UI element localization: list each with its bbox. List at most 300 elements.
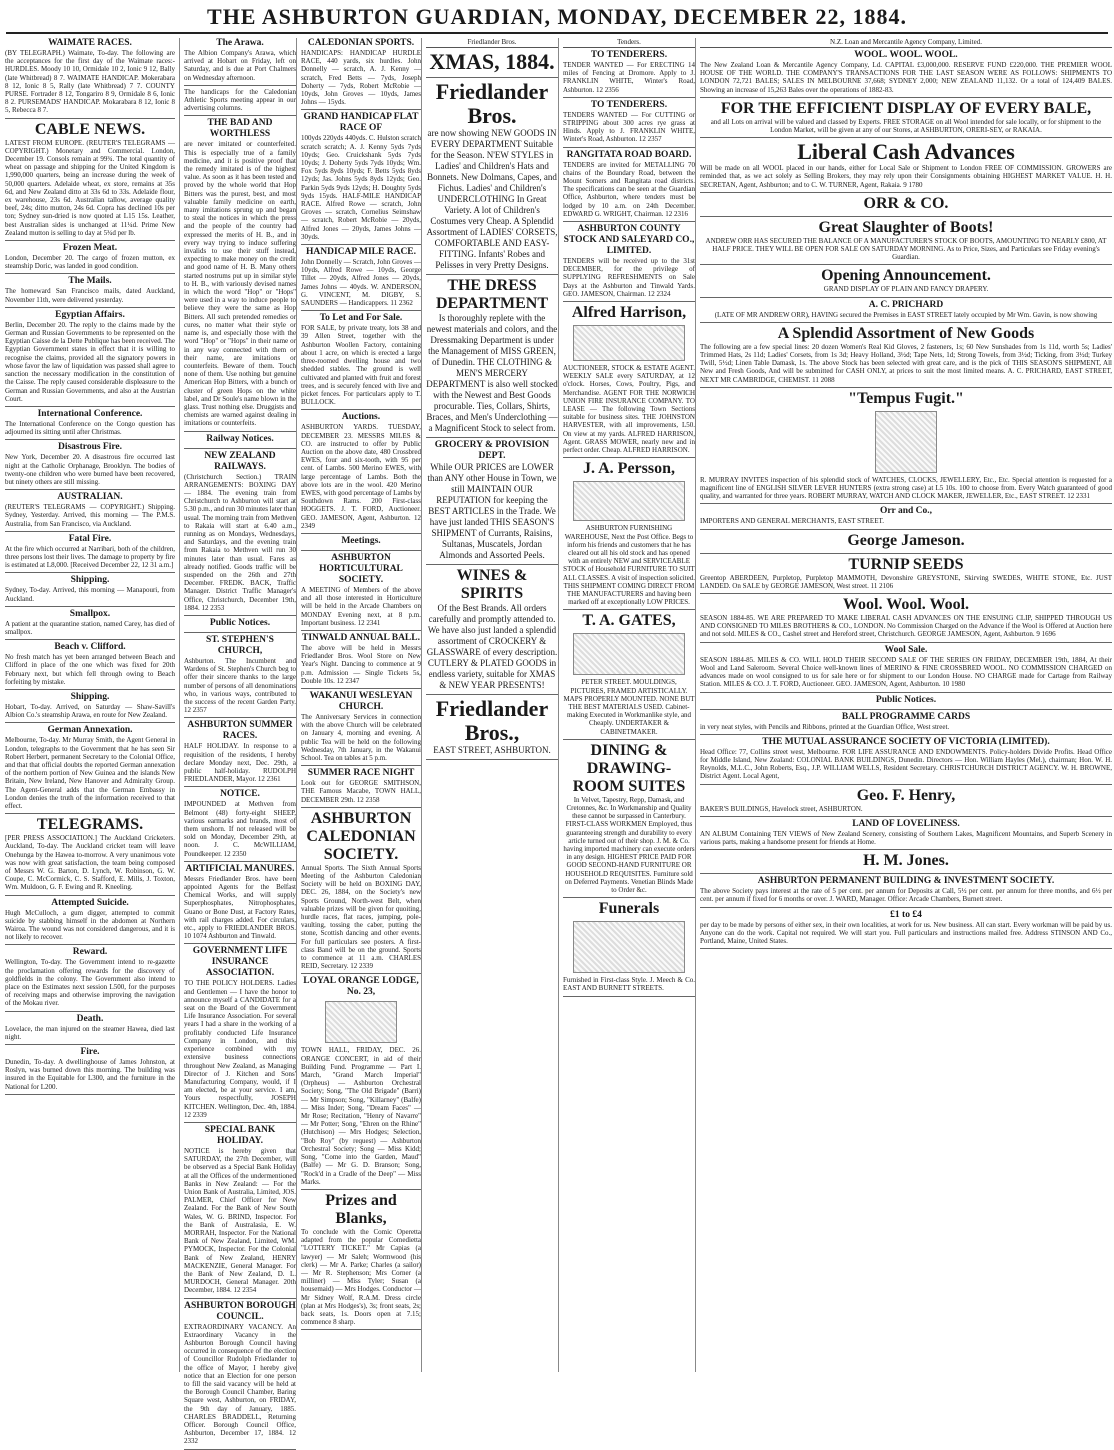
- article-title: XMAS, 1884.: [429, 49, 555, 74]
- article-col2-0: [184, 38, 296, 82]
- article-title: Frozen Meat.: [62, 243, 118, 254]
- column-running-head: Friedlander Bros.: [426, 38, 558, 48]
- article-divider: [563, 147, 695, 148]
- article-col3-2: [301, 247, 421, 307]
- article-col6-1: [700, 50, 1112, 94]
- article-divider: [301, 1329, 421, 1330]
- article-col4-3: [426, 277, 558, 434]
- article-body: Annual Sports. The Sixth Annual Sports Meeting of the Ashburton Caledonian Society will be held on BOXING DAY, DEC. 26, 1884, on the Society's new Sports Ground, North-west Belt, when valuable prizes will be given for quoiting, hurdle races, flat races, jumping, pole-vaulting, tossing the caber, putting the stone, Scottish dancing and other events. For full particulars see posters. A first-class Band will be on the ground. Sports to commence at 11 a.m. CHARLES REID, Secretary. 12 2339: [301, 863, 421, 971]
- article-col3-7: [301, 633, 421, 685]
- article-body: In Velvet, Tapestry, Repp, Damask, and Cretonnes, &c. In Workmanship and Quality these cannot be surpassed in Canterbury. FIRST-CLASS WORKMEN Employed, thus guaranteeing strength and durability to every article turned out of their shop. J. M. & Co. having imported machinery can execute orders in any design. HIGHEST PRICE PAID FOR GOOD SECOND-HAND FURNITURE OR HOUSEHOLD REQUISITES. Furniture sold on Deferred Payments. Venetian Blinds Made to Order &c.: [563, 795, 695, 894]
- article-divider: [563, 221, 695, 222]
- article-body: AUCTIONEER, STOCK & ESTATE AGENT. WEEKLY SALE every SATURDAY, at 12 o'clock. Horses, Cows, Poultry, Pigs, and Merchandise. AGENT FOR THE NORWICH UNION FIRE INSURANCE COMPANY. TO LEASE — The following Town Sections suitable for business sites. THE JOHNSTON HARVESTER, with all improvements, L50. On view at my yards. ALFRED HARRISON, Agent. GRASS MOWER, nearly new and in perfect order. Cheap. ALFRED HARRISON.: [563, 364, 695, 455]
- article-body: per day to be made by persons of either sex, in their own localities, at work for us. New business. All can start. Every workman will be paid by us. Anyone can do the work. Capital not required. We will start you. Full particulars and instructions mailed free. Address STINSON AND Co., Portland, Maine, United States.: [700, 920, 1112, 945]
- article-col4-6: [426, 697, 558, 756]
- article-col1-4: [5, 310, 175, 403]
- article-body: SEASON 1884-85. WE ARE PREPARED TO MAKE LIBERAL CASH ADVANCES ON THE ENSUING CLIP, SHIPPED THROUGH US AND CONSIGNED TO MILES BROTHERS & CO., LONDON. No Commission Charged on the Advance if the Wool is Offered at Auction here and not sold. MILES & CO., Cashel street and Hereford street, Christchurch. GEORGE JAMESON, Agent, Ashburton. 9 1696: [700, 614, 1112, 639]
- article-title: T. A. GATES,: [582, 612, 676, 630]
- article-divider: [700, 692, 1112, 693]
- article-title: The Arawa.: [216, 38, 264, 48]
- article-body: Hobart, To-day. Arrived, on Saturday — Shaw-Savill's Albion Co.'s steamship Arawa, en route for New Zealand.: [5, 702, 175, 720]
- article-body: Berlin, December 20. The reply to the claims made by the German and Russian Governments to be represented on the Egyptian Caisse de la Dette Publique has been received. The Egyptian Government states in effect that it is willing to recognise the claims, provided all the signatory powers in whose favor the law of liquidation was passed shall agree to sanction the necessary modification in the constitution of the Caisse. The reply caused considerable displeasure to the German and Russian Governments, and also at the Austrian Court.: [5, 320, 175, 403]
- article-body: are now showing NEW GOODS IN EVERY DEPARTMENT Suitable for the Season. N'EW STYLES in Ladies' and Children's Hats and Bonnets. New Dolmans, Capes, and Fichus. Ladies' and Children's UNDERCLOTHING In Great Variety. A lot of Children's Costumes very Cheap. A Splendid Assortment of LADIES' CORSETS, COMFORTABLE AND EASY-FITTING. Infants' Robes and Pelisses in very Pretty Designs.: [426, 128, 558, 270]
- article-divider: [5, 531, 175, 532]
- article-divider: [5, 944, 175, 945]
- article-col6-3: [700, 140, 1112, 189]
- article-col1-18: [5, 1047, 175, 1091]
- article-divider: [563, 897, 695, 898]
- article-divider: [5, 813, 175, 814]
- article-body: Ashburton. The Incumbent and Wardens of St. Stephen's Church beg to offer their sincere thanks to the large number of persons of all denominations who, in various ways, contributed to the success of the recent Garden Party. 12 2357: [184, 656, 296, 715]
- article-title: International Conference.: [37, 408, 143, 419]
- article-divider: [700, 642, 1112, 643]
- cabinet-illustration: [573, 633, 685, 675]
- article-title: Auctions.: [341, 412, 381, 423]
- article-title: German Annexation.: [47, 725, 133, 736]
- article-divider: [563, 97, 695, 98]
- article-title: Wool. Wool. Wool.: [842, 596, 970, 614]
- article-col6-6: [700, 267, 1112, 293]
- newspaper-masthead: THE ASHBURTON GUARDIAN, MONDAY, DECEMBER 22, 1884.: [207, 4, 907, 29]
- article-title: ORR & CO.: [863, 194, 949, 212]
- column-1: [5, 38, 175, 1372]
- article-divider: [700, 816, 1112, 817]
- article-divider: [700, 948, 1112, 949]
- article-divider: [5, 895, 175, 896]
- article-col3-9: [301, 768, 421, 804]
- article-body: The International Conference on the Congo question has adjourned its sitting until after Christmas.: [5, 419, 175, 437]
- column-running-head: Tenders.: [563, 38, 695, 48]
- article-col2-11: [184, 1125, 296, 1295]
- article-body: Hugh McCulloch, a gum digger, attempted to commit suicide by stabbing himself in the abdomen at Northern Wairoa. The wound was not considered dangerous, and it is not likely to recover.: [5, 908, 175, 942]
- article-divider: [301, 310, 421, 311]
- article-divider: [700, 387, 1112, 388]
- article-col1-15: [5, 898, 175, 942]
- article-divider: [301, 807, 421, 808]
- article-title: LAND OF LOVELINESS.: [852, 818, 960, 829]
- article-col3-10: [301, 810, 421, 971]
- article-title: Prizes and Blanks,: [325, 1191, 397, 1227]
- article-title: WINES & SPIRITS: [456, 567, 528, 602]
- article-title: Friedlander Bros.: [435, 79, 549, 128]
- article-body: R. MURRAY INVITES inspection of his splendid stock of WATCHES, CLOCKS, JEWELLERY, Etc., Etc. Special attention is requested for a magnificent line of ENGLISH SILVER LEVER HUNTERS (extra strong case) at L5 10s. 100 to choose from. Every Watch guaranteed of good quality, and warranted for three years. ROBERT MURRAY, WATCH AND CLOCK MAKER, JEWELLER, Etc., EAST STREET. 12 2331: [700, 475, 1112, 501]
- article-col6-18: [700, 787, 1112, 813]
- article-title: Orr and Co.,: [879, 506, 933, 517]
- furniture-illustration: [573, 481, 685, 521]
- article-divider: [426, 564, 558, 565]
- article-divider: [563, 457, 695, 458]
- article-divider: [301, 550, 421, 551]
- article-body: The handicaps for the Caledonian Athletic Sports meeting appear in our advertising columns.: [184, 87, 296, 113]
- article-title: Disastrous Fire.: [57, 442, 123, 453]
- article-col6-21: [700, 876, 1112, 903]
- article-title: To Let and For Sale.: [319, 313, 403, 324]
- article-col1-0: [5, 38, 175, 115]
- article-col6-14: [700, 645, 1112, 689]
- article-divider: [563, 609, 695, 610]
- article-body: NOTICE is hereby given that SATURDAY, the 27th December, will be observed as a Special Bank Holiday at all the Offices of the undermentioned Banks in New Zealand: — For the Union Bank of Australia, Limited, JOS. PALMER, Chief Officer for New Zealand. For the Bank of New South Wales, W. G. BRIND, Inspector. For the Bank of Australasia, E. W. MORRAH, Inspector. For the National Bank of New Zealand, Limited, WM. PYMOCK, Inspector. For the Colonial Bank of New Zealand, HENRY MACKENZIE, General Manager. For the Bank of New Zealand, D. L. MURDOCH, General Manager. 20th December, 1884. 12 2354: [184, 1146, 296, 1295]
- article-title: TELEGRAMS.: [36, 816, 144, 834]
- star-lodge-emblem-illustration: [325, 1001, 397, 1043]
- article-body: Head Office: 77, Collins street west, Melbourne. FOR LIFE ASSURANCE AND ENDOWMENTS. Policy-holders Divide Profits. Head Office for Middle Island, New Zealand: COLONIAL BANK BUILDINGS, Dunedin. Directors — Hon. William Hayles (Mel.), chairman; Hon. W. H. Reynolds, M.L.C., John Roberts, Esq., J.P. WILLIAM WELLS, Resident Secretary. CHRISTCHURCH DISTRICT AGENCY. W. H. BROWNE, District Agent. Local Agent,: [700, 747, 1112, 781]
- article-title: ASHBURTON PERMANENT BUILDING & INVESTMENT SOCIETY.: [757, 876, 1055, 887]
- article-title: WAIMATE RACES.: [48, 38, 132, 48]
- article-title: Public Notices.: [209, 617, 271, 628]
- article-col1-3: [5, 276, 175, 303]
- article-divider: [426, 694, 558, 695]
- article-col2-1: [184, 88, 296, 113]
- article-body: ASHBURTON YARDS. TUESDAY, DECEMBER 23. MESSRS MILES & CO. are instructed to offer by Public Auction on the above date, 480 Crossbred EWES, four and six-tooth, with 95 per cent. of Lambs. 500 Merino EWES, with large percentage of Lambs. Both the above lots are in the wool. 420 Merino EWES, with good percentage of Lambs by Southdown Rams. 200 First-class HOGGETS. J. T. FORD, Auctioneer. GEO. JAMESON, Agent, Ashburton. 12 2349: [301, 423, 421, 530]
- article-body: London, December 20. The cargo of frozen mutton, ex steamship Doric, was landed in good condition.: [5, 254, 175, 271]
- article-title: NEW ZEALAND RAILWAYS.: [204, 450, 276, 472]
- article-body: Is thoroughly replete with the newest materials and colors, and the Dressmaking Department is under the Management of MISS GREEN, of Dunedin. THE CLOTHING & MEN'S MERCERY DEPARTMENT is also well stocked with the Newest and Best Goods procurable. Ties, Collars, Shirts, Braces, and Men's Underclothing — a Magnificent Stock to select from.: [426, 313, 558, 433]
- article-body: TENDER WANTED — For ERECTING 14 miles of Fencing at Dromore. Apply to J. FRANKLIN WHITE, Winter's Road, Ashburton. 12 2356: [563, 61, 695, 94]
- article-body: While OUR PRICES are LOWER than ANY other House in Town, we still MAINTAIN OUR REPUTATION for keeping the BEST ARTICLES in the Trade. We have just landed THIS SEASON'S SHIPMENT of Currants, Raisins, Sultanas, Muscatels, Jordan Almonds and Assorted Peels.: [427, 462, 557, 560]
- article-body: At the fire which occurred at Narribari, both of the children, three persons lost their lives. The damage to property by fire is estimated at L8,000. [Received December 22, 12 31 a.m.]: [5, 544, 175, 570]
- column-6: [695, 38, 1112, 1372]
- article-title: Smallpox.: [69, 608, 111, 619]
- article-divider: [184, 861, 296, 862]
- article-title: AUSTRALIAN.: [57, 492, 123, 503]
- article-divider: [700, 264, 1112, 265]
- article-divider: [5, 307, 175, 308]
- article-divider: [301, 533, 421, 534]
- article-title: SUMMER RACE NIGHT: [307, 768, 415, 779]
- article-body: TENDERS will be received up to the 31st DECEMBER, for the privilege of SUPPLYING REFRESHMENTS on Sale Days at the Ashburton and Tinwald Yards. GEO. JAMESON, Chairman. 12 2324: [563, 257, 695, 298]
- article-col1-7: [5, 492, 175, 528]
- article-divider: [184, 1449, 296, 1450]
- article-body: GRAND DISPLAY OF PLAIN AND FANCY DRAPERY.: [823, 285, 989, 294]
- article-title: Funerals: [598, 900, 660, 918]
- article-divider: [301, 765, 421, 766]
- article-col2-10: [184, 946, 296, 1118]
- article-col2-12: [184, 1301, 296, 1446]
- article-title: CABLE NEWS.: [34, 120, 146, 138]
- article-col1-9: [5, 575, 175, 602]
- article-title: Railway Notices.: [206, 433, 274, 444]
- article-title: Friedlander Bros.,: [435, 696, 549, 745]
- article-title: BALL PROGRAMME CARDS: [841, 711, 971, 722]
- article-body: Melbourne, To-day. Mr Murray Smith, the Agent General in London, telegraphs to the Government that he has seen Sir Robert Herbert, permanent Secretary to the Colonial Office, and that that official doubts the reported German annexation of the northern portion of New Guinea and the islands New Britain, New Ireland, New Hanover and Admiralty Group. The Agent-General adds that the German Embassy in London denies the truth of the information received to that effect.: [5, 736, 175, 810]
- article-divider: [5, 606, 175, 607]
- article-col6-10: [700, 506, 1112, 525]
- article-body: HALF HOLIDAY. In response to a requisition of the residents, I hereby declare Monday next, Dec. 29th, a public half-holiday. RUDOLPH FRIEDLANDER, Mayor. 12 2361: [184, 742, 296, 784]
- article-title: Wool Sale.: [884, 644, 928, 655]
- article-divider: [700, 297, 1112, 298]
- article-divider: [184, 431, 296, 432]
- article-title: The Mails.: [68, 276, 112, 287]
- article-divider: [301, 109, 421, 110]
- article-col3-11: [301, 976, 421, 1185]
- article-divider: [301, 688, 421, 689]
- article-body: Furnished in First-class Style. J. Meech & Co. EAST AND BURNETT STREETS.: [563, 976, 695, 993]
- article-divider: [5, 273, 175, 274]
- article-col1-6: [5, 442, 175, 486]
- article-title: A Splendid Assortment of New Goods: [777, 324, 1035, 342]
- article-col4-5: [426, 567, 558, 691]
- article-title: GOVERNMENT LIFE INSURANCE ASSOCIATION.: [192, 946, 288, 979]
- article-divider: [700, 734, 1112, 735]
- article-body: Of the Best Brands. All orders carefully and promptly attended to. We have also just landed a splendid assortment of CROCKERY & GLASSWARE of every description. CUTLERY & PLATED GOODS in endless variety, suitable for XMAS & NEW YEAR PRESENTS!: [426, 603, 558, 690]
- article-body: LATEST FROM EUROPE. (REUTER'S TELEGRAMS — COPYRIGHT.) Monetary and Commercial. London, December 19. Consols remain at 99¾. The total quantity of wheat on passage and shipping for the United Kingdom is 1,990,000 quarters, being an increase during the week of 50,000 quarters. Adelaide wheat, ex store, remains at 35s 6d, and New Zealand ditto at 33s 6d to 33s. Adelaide flour, ex warehouse, 23s 6d. Australian tallow, average quality beef, 24s; ditto mutton, 24s 6d. Copra has declined 10s per ton; Sydney sun-dried is now quoted at L15 15s. Leather, best Australian sides is unchanged at 11¼d. Prime New Zealand mutton is selling to day at 5¾d per lb.: [5, 138, 175, 237]
- article-title: Alfred Harrison,: [571, 304, 687, 322]
- article-title: ST. STEPHEN'S CHURCH,: [206, 634, 274, 656]
- article-title: LOYAL ORANGE LODGE, No. 23,: [303, 976, 419, 998]
- article-title: Reward.: [72, 947, 108, 958]
- article-divider: [5, 439, 175, 440]
- article-col5-2: [563, 100, 695, 144]
- article-body: TO THE POLICY HOLDERS. Ladies and Gentlemen — I have the honor to announce myself a CANDIDATE for a seat on the Board of the Government Life Insurance Association. For several years I had a share in the working of a profitably conducted Life Insurance Company in London, and this experience combined with my extensive business connections throughout New Zealand, as Managing Director of J. Kitchen and Sons' Manufacturing Company, would, if I am elected, be at your service. I am, Yours respectfully, JOSEPH KITCHEN. Wellington, Dec. 4th, 1884. 12 2339: [184, 979, 296, 1119]
- article-title: DINING & DRAWING-ROOM SUITES: [572, 741, 686, 795]
- article-title: WOOL. WOOL. WOOL.: [854, 50, 958, 60]
- article-col6-15: [700, 695, 1112, 706]
- article-title: Attempted Suicide.: [51, 897, 129, 908]
- article-title: CALEDONIAN SPORTS.: [307, 38, 415, 48]
- article-body: The New Zealand Loan & Mercantile Agency Company, Ld. CAPITAL £3,000,000. RESERVE FUND £220,000. THE PREMIER WOOL HOUSE OF THE WORLD. THE COMPANY'S TRANSACTIONS FOR THE LAST SEASON WERE AS FOLLOWS: SHIPMENTS TO LONDON 72,721 BALES; SALES IN MELBOURNE 37,668; SYDNEY 2,000; NEW ZEALAND 11,132. Or a total of 124,409 BALES. Showing an increase of 15,263 Bales over the operations of 1882-83.: [700, 61, 1112, 94]
- masthead-rule: [6, 32, 1108, 34]
- article-body: Messrs Friedlander Bros. have been appointed Agents for the Belfast Chemical Works, and will supply Superphosphates, Nitrophosphates, Guano or Bone Dust, at Factory Rates, with rail charges added. For circulars, etc., apply to FRIEDLANDER BROS. 10 1074 Ashburton and Tinwald.: [184, 874, 296, 941]
- article-col2-2: [184, 118, 296, 427]
- article-title: HANDICAP MILE RACE.: [305, 247, 417, 258]
- article-body: (REUTER'S TELEGRAMS — COPYRIGHT.) Shipping. Sydney, Yesterday. Arrived, this morning — The P.M.S. Australia, from San Francisco, via Auckland.: [5, 503, 175, 528]
- article-col1-8: [5, 534, 175, 570]
- article-divider: [426, 759, 558, 760]
- article-title: Fire.: [80, 1047, 100, 1058]
- article-body: EAST STREET, ASHBURTON.: [433, 745, 551, 755]
- article-title: TO TENDERERS.: [590, 99, 668, 110]
- article-divider: [426, 274, 558, 275]
- article-body: Lovelace, the man injured on the steamer Hawea, died last night.: [5, 1024, 175, 1041]
- article-body: Greentop ABERDEEN, Purpletop, Purpletop MAMMOTH, Devonshire GREYSTONE, Skirving SWEDES, WHITE STONE, Etc. JUST LANDED. On SALE by GEORGE JAMESON, West street. 11 2106: [700, 573, 1112, 590]
- article-body: in very neat styles, with Pencils and Ribbons, printed at the Guardian Office, West street.: [700, 722, 950, 731]
- article-col5-8: [563, 742, 695, 894]
- article-title: Public Notices.: [875, 694, 937, 705]
- article-col6-12: [700, 556, 1112, 590]
- column-5: [558, 38, 695, 1372]
- article-col6-5: [700, 219, 1112, 262]
- article-body: The following are a few special lines: 20 dozen Women's Real Kid Gloves, 2 fasteners, 1s; 60 New Sunshades from 1s 11d, worth 5s; Ladies' Trimmed Hats, 2s 11d; Ladies' Corsets, from 1s 3d; Heavy Holland, 3½d; Tape Nets, 1d; Strong Towels, from 3½d; Ticking, from 3½d; Turkey Twill, 5½d; Linen Table Damask, 1s. The above Stock has been selected with great care, and is the pick of THIS SEASON'S SHIPMENT, All New and Fresh Goods, And will be submitted for CASH ONLY, at prices to suit the most limited means. A. C. PRICHARD, EAST STREET, NEXT MR CAMBRIDGE, CHEMIST. 11 2088: [700, 342, 1112, 384]
- article-divider: [563, 996, 695, 997]
- article-body: 100yds 220yds 440yds. C. Hulston scratch scratch scratch; A. J. Kenny 5yds 7yds 10yds; Geo. Cruickshank 5yds 7yds 10yds; J. Doherty 5yds 7yds 10yds; Wm. Fox 5yds 8yds 10yds; F. Betts 5yds 8yds 12yds; Jas. Johns 5yds 8yds 12yds; Geo. Parkin 5yds 9yds 12yds; H. Doughty 5yds 9yds 15yds. HALF-MILE HANDICAP RACE. Alfred Rowe — scratch, John Groves — scratch, Cornelius Seimshaw — scratch, Robert McRobie — 20yds, Alfred Jones — 20yds, James Johns — 30yds.: [301, 134, 421, 241]
- article-divider: [5, 118, 175, 119]
- article-body: (LATE OF MR ANDREW ORR), HAVING secured the Premises in EAST STREET lately occupied by Mr Wm. Gavin, is now showing: [714, 310, 1098, 319]
- article-divider: [700, 503, 1112, 504]
- article-body: SEASON 1884-85. MILES & CO. WILL HOLD THEIR SECOND SALE OF THE SERIES ON FRIDAY, DECEMBER 19th, 1884, At their Wool and Land Saleroom. Several Choice well-known lines of MERINO & FINE CROSSBRED WOOL. NO COMMISSION CHARGED on advances made on wool consigned to us for sale here or for shipment to our London House. NO CHARGE made for Cartage from Railway Station. MILES & CO. J. T. FORD, Auctioneer. GEO. JAMESON, Agent, Ashburton. 10 1980: [700, 655, 1112, 689]
- article-col6-19: [700, 819, 1112, 846]
- article-divider: [426, 437, 558, 438]
- article-divider: [5, 489, 175, 490]
- article-divider: [700, 216, 1112, 217]
- article-divider: [5, 689, 175, 690]
- article-body: HANDICAPS: HANDICAP HURDLE RACE, 440 yards, six hurdles. John Donnelly — scratch, A. J. Kenny — scratch, Fred Betts — 7yds, Joseph Doherty — 7yds, Robert McRobie — 10yds, John Groves — 10yds, James Johns — 15yds.: [301, 49, 421, 107]
- article-col6-8: [700, 325, 1112, 384]
- article-title: A. C. PRICHARD: [868, 299, 944, 310]
- article-title: Death.: [76, 1013, 104, 1024]
- article-body: Dunedin, To-day. A dwellinghouse of James Johnston, at Roslyn, was burned down this morning. The building was insured in the Equitable for L300, and the furniture in the National for L200.: [5, 1058, 175, 1091]
- article-body: IMPOUNDED at Methven from Belmont (48) forty-eight SHEEP, various earmarks and brands, most of them unshorn. If not released will be sold on Monday, December 29th, at noon. J. C. McWILLIAM, Poundkeeper. 12 2350: [184, 800, 296, 858]
- article-divider: [301, 630, 421, 631]
- article-title: ASHBURTON HORTICULTURAL SOCIETY.: [319, 552, 403, 585]
- article-body: and all Lots on arrival will be valued and classed by Experts. FREE STORAGE on all Wool intended for sale locally, or for shipment to the London Market, will be given at any of our Stores, at ASHBURTON, ORERI-SEY, or RAKAIA.: [710, 117, 1102, 135]
- article-divider: [700, 137, 1112, 138]
- article-divider: [700, 529, 1112, 530]
- article-col2-4: [184, 451, 296, 612]
- article-body: AN ALBUM Containing TEN VIEWS of New Zealand Scenery, consisting of Southern Lakes, Magnificent Mountains, and Superb Scenery in various parts, making a handsome present for friends at Home.: [700, 829, 1112, 846]
- pocket-watch-illustration: [875, 411, 937, 473]
- article-title: THE BAD AND WORTHLESS: [207, 118, 273, 140]
- article-body: To conclude with the Comic Operetta adapted from the popular Comedietta "LOTTERY TICKET." Mr Capias (a lawyer) — Mr Saleh; Wormwood (his clerk) — Mr A. Parke; Charles (a sailor) — Mr R. Stephenson; Mrs Corner (a milliner) — Miss Tyler; Susan (a housemaid) — Mrs Hodges. Conductor — Mr Sidney Wolf, R.A.M. Dress circle (plan at Mrs Hodges's), 3s; front seats, 2s; back seats, 1s. Doors open at 7.15; commence 8 sharp.: [301, 1227, 421, 1327]
- article-title: NOTICE.: [220, 789, 260, 800]
- article-col3-6: [301, 553, 421, 627]
- article-col3-5: [301, 536, 421, 547]
- article-col3-8: [301, 691, 421, 762]
- article-divider: [184, 717, 296, 718]
- article-title: GRAND HANDICAP FLAT RACE OF: [303, 112, 419, 134]
- article-divider: [700, 553, 1112, 554]
- article-title: ARTIFICIAL MANURES.: [185, 863, 295, 874]
- article-body: No fresh match has yet been arranged between Beach and Clifford in place of the one which was fixed for 20th February next, but which fell through owing to Beach forfeiting by mistake.: [5, 653, 175, 686]
- article-col5-4: [563, 224, 695, 298]
- article-col1-14: [5, 816, 175, 891]
- article-divider: [5, 406, 175, 407]
- article-title: J. A. Persson,: [583, 460, 675, 478]
- article-col6-13: [700, 596, 1112, 639]
- article-body: The Anniversary Services in connection with the above Church will be celebrated on January 4, morning and evening. A public Tea will be held on the following Wednesday, 7th January, in the Wakanui School. Tea on tables at 5 p.m.: [301, 712, 421, 762]
- article-title: ASHBURTON BOROUGH COUNCIL.: [184, 1300, 296, 1322]
- article-body: are never imitated or counterfeited. This is especially true of a family medicine, and it is positive proof that the remedy imitated is of the highest value. As soon as it has been tested and proved by the whole world that Hop Bitters was the purest, best, and most valuable family medicine on earth, many imitations sprung up and began to steal the notices in which the press and the people of the country had expressed the merits of H. B., and in every way trying to induce suffering invalids to use their stuff instead, expecting to make money on the credit and good name of H. B. Many others started nostrums put up in similar style to H. B., with variously devised names in which the word "Hop" or "Hops" were used in a way to induce people to believe they were the same as Hop Bitters. All such pretended remedies or cures, no matter what their style or name is, and especially those with the word "Hop" or "Hops" in their name or in any way connected with them or their name, are imitations or counterfeits. Beware of them. Touch none of them. Use nothing but genuine American Hop Bitters, with a bunch or cluster of green Hops on the white label, and Dr Soule's name blown in the glass. Trust nothing else. Druggists and chemists are warned against dealing in imitations or counterfeits.: [184, 140, 296, 428]
- article-title: RANGITATA ROAD BOARD.: [566, 149, 692, 160]
- article-title: "Tempus Fugit.": [848, 389, 964, 407]
- article-col1-5: [5, 409, 175, 436]
- article-col2-5: [184, 618, 296, 629]
- article-title: Great Slaughter of Boots!: [818, 218, 994, 236]
- article-title: Opening Announcement.: [821, 267, 991, 285]
- article-body: Will be made on all WOOL placed in our hands, either for Local Sale or Shipment to London FREE OF COMMISSION. GROWERS are reminded that, as we act solely as Selling Brokers, they may rely upon their Consignments obtaining HIGHEST MARKET VALUE. H. H. SECRETAN, Agent, Ashburton; and to C. W. TURNER, Agent, Rakaia. 9 1780: [700, 164, 1112, 189]
- article-divider: [700, 322, 1112, 323]
- article-title: GROCERY & PROVISION DEPT.: [434, 440, 550, 461]
- article-title: Meetings.: [341, 535, 381, 546]
- article-col4-2: [426, 80, 558, 271]
- article-title: Egyptian Affairs.: [55, 309, 125, 320]
- article-col1-12: [5, 692, 175, 719]
- article-body: Wellington, To-day. The Government intend to re-gazette the proclamation offering rewards for the discovery of goldfields in the colony. The Government also intend to place on the Estimates next session L500, for the purposes of receiving maps and otherwise improving the navigation of the Mokau river.: [5, 958, 175, 1008]
- article-divider: [184, 632, 296, 633]
- funeral-hearse-illustration: [573, 921, 685, 973]
- article-col5-5: [563, 304, 695, 454]
- article-body: TOWN HALL, FRIDAY, DEC. 26. ORANGE CONCERT, in aid of their Building Fund. Programme — Part I. March, "Grand March Imperial" (Orpheus) — Ashburton Orchestral Society; Song, "The Old Brigade" (Barri) — Mr Simpson; Song, "Killarney" (Balfe) — Miss Inder; Song, "Dream Faces" — Mr Rose; Recitation, "Henry of Navarre" — Mr Potter; Song, "Ehren on the Rhine" (Hutchison) — Mrs Hodges; Selection, "Bob Roy" (by request) — Ashburton Orchestral Society; Song — Miss Kidd; Song, "Come into the Garden, Maud" (Balfe) — Mr G. D. Branson; Song, "Rock'd in a Cradle of the Deep" — Miss Marks.: [301, 1046, 421, 1186]
- article-divider: [184, 115, 296, 116]
- article-divider: [700, 97, 1112, 98]
- article-title: Liberal Cash Advances: [797, 139, 1015, 165]
- article-col5-7: [563, 612, 695, 735]
- column-running-head: N.Z. Loan and Mercantile Agency Company, Limited.: [700, 38, 1112, 48]
- article-title: ASHBURTON CALEDONIAN SOCIETY.: [306, 809, 416, 863]
- article-col5-3: [563, 150, 695, 218]
- article-title: TINWALD ANNUAL BALL.: [302, 632, 420, 643]
- article-body: PETER STREET. MOULDINGS, PICTURES, FRAMED ARTISTICALLY. MAPS PROPERLY MOUNTED. NONE BUT THE BEST MATERIALS USED. Cabinet-making Executed in Workmanlike style, and Cheaply. UNDERTAKER & CABINETMAKER.: [563, 678, 695, 736]
- article-col3-1: [301, 112, 421, 241]
- article-title: WAKANUI WESLEYAN CHURCH.: [309, 690, 413, 712]
- article-body: (Christchurch Section.) TRAIN ARRANGEMENTS: BOXING DAY — 1884. The evening train from Christchurch to Ashburton will start at 5.30 p.m., and run 30 minutes later than usual. The morning train from Methven to Rakaia will start at 6.40 a.m., running as on Mondays, Wednesdays, and Saturdays, and the evening train from Rakaia to Methven will run 30 minutes later than usual. Fares as already notified. Goods traffic will be suspended on the 26th and 27th December. FREDK. BACK, Traffic Manager. District Traffic Manager's Office, Christchurch, December 19th, 1884. 12 2353: [184, 472, 296, 612]
- article-title: ASHBURTON COUNTY STOCK AND SALEYARD CO., LIMITED.: [563, 224, 695, 257]
- article-col2-7: [184, 720, 296, 783]
- article-divider: [184, 448, 296, 449]
- article-divider: [301, 973, 421, 974]
- article-col3-3: [301, 313, 421, 406]
- article-divider: [5, 572, 175, 573]
- article-col3-4: [301, 412, 421, 530]
- article-body: New York, December 20. A disastrous fire occurred last night at the Catholic Orphanage, Brooklyn. The bodies of twenty-one children who were burned have been recovered, but ninety others are still missing.: [5, 453, 175, 486]
- article-title: FOR THE EFFICIENT DISPLAY OF EVERY BALE,: [720, 99, 1092, 117]
- article-title: TO TENDERERS.: [590, 50, 668, 60]
- article-divider: [700, 849, 1112, 850]
- article-title: Beach v. Clifford.: [54, 642, 126, 653]
- article-title: ASHBURTON SUMMER RACES.: [187, 720, 293, 742]
- article-divider: [184, 943, 296, 944]
- article-body: Sydney, To-day. Arrived, this morning — Manapouri, from Auckland.: [5, 586, 175, 603]
- article-title: THE MUTUAL ASSURANCE SOCIETY OF VICTORIA (LIMITED).: [762, 736, 1050, 747]
- article-body: The Albion Company's Arawa, which arrived at Hobart on Friday, left on Saturday, and is due at Port Chalmers on Wednesday afternoon.: [184, 49, 296, 82]
- article-body: TENDERS are invited for METALLING 70 chains of the Boundary Road, between the Mount Somers and Rangitata road districts. The specifications can be seen at the Guardian Office, Ashburton, where tenders must be lodged by 10 a.m. on 24th December. EDWARD G. WRIGHT, Chairman. 12 2316: [563, 160, 695, 218]
- article-col6-7: [700, 300, 1112, 319]
- article-body: FOR SALE, by private treaty, lots 38 and 39 Allen Street, together with the Ashburton Woollen Factory, containing about 1 acre, on which is erected a large three-roomed dwelling house and two shedded stables. The ground is well cultivated and planted with fruit and forest trees, and is securely fenced with live and picket fences. For particulars apply to T. BULLOCK.: [301, 324, 421, 407]
- article-col6-11: [700, 532, 1112, 550]
- article-col6-4: [700, 195, 1112, 213]
- harvester-illustration: [573, 325, 685, 361]
- article-title: SPECIAL BANK HOLIDAY.: [204, 1124, 276, 1146]
- article-body: The above will be held in Messrs Friedlander Bros. Wool Store on New Year's Night. Dancing to commence at 9 p.m. Admission — Single Tickets 5s, Double 10s. 12 2347: [301, 643, 421, 685]
- article-col6-9: [700, 390, 1112, 501]
- article-col1-1: [5, 121, 175, 237]
- article-divider: [184, 1122, 296, 1123]
- column-2: [179, 38, 296, 1446]
- article-body: A patient at the quarantine station, named Carey, has died of smallpox.: [5, 619, 175, 636]
- article-title: Geo. F. Henry,: [856, 786, 956, 804]
- article-col3-12: [301, 1192, 421, 1326]
- article-col5-6: [563, 460, 695, 606]
- article-title: H. M. Jones.: [863, 852, 949, 870]
- article-body: EXTRAORDINARY VACANCY. An Extraordinary Vacancy in the Ashburton Borough Council having occurred in consequence of the election of Councillor Rudolph Friedlander to the office of Mayor, I hereby give notice that an Election for one person to fill the said vacancy will be held at the Borough Council Chamber, Baring Square west, Ashburton, on FRIDAY, the 9th day of January, 1885. CHARLES BRADDELL, Returning Officer. Borough Council Office, Ashburton, December 17, 1884. 12 2332: [184, 1322, 296, 1446]
- article-col5-9: [563, 900, 695, 992]
- article-col6-16: [700, 712, 1112, 731]
- article-divider: [184, 1298, 296, 1299]
- article-col4-1: [426, 50, 558, 74]
- article-divider: [5, 240, 175, 241]
- article-body: Look out for GEORGE SMITHSON, THE Famous Macabe, TOWN HALL, DECEMBER 29th. 12 2358: [301, 779, 421, 804]
- article-divider: [700, 784, 1112, 785]
- article-col2-9: [184, 864, 296, 941]
- article-divider: [5, 722, 175, 723]
- article-title: Shipping.: [70, 575, 110, 586]
- article-divider: [700, 873, 1112, 874]
- article-col6-2: [700, 100, 1112, 134]
- article-divider: [426, 77, 558, 78]
- article-divider: [301, 1189, 421, 1190]
- article-divider: [700, 709, 1112, 710]
- article-col2-3: [184, 434, 296, 445]
- article-title: £1 to £4: [890, 909, 922, 920]
- article-title: THE DRESS DEPARTMENT: [435, 277, 549, 312]
- article-body: ANDREW ORR HAS SECURED THE BALANCE OF A MANUFACTURER'S STOCK OF BOOTS, AMOUNTING TO NEARLY £800, AT HALF PRICE. THEY WILL BE OPEN FOR SALE ON SATURDAY MORNING. As to Price, Sizes, and Particulars see Friday evening's Guardian.: [705, 236, 1107, 262]
- article-divider: [700, 907, 1112, 908]
- article-col1-16: [5, 947, 175, 1007]
- article-divider: [301, 244, 421, 245]
- article-divider: [5, 639, 175, 640]
- article-body: (BY TELEGRAPH.) Waimate, To-day. The following are the acceptances for the first day of the Waimate races:- HURDLES. Moody 10 10, Ormidale 10 2, Ionic 9 12, Bally (late Whitbread) 8 7. WAIMATE HANDICAP. Mokerabara 8 12, Ionic 8 5, Rally (late Whitbread) 7 7. COUNTY PURSE. Fortrader 8 12, Tongariro 8 9, Ormidale 8 6, Ionic 8 2. PURSEMADS' HANDICAP. Mokarabara 8 12, Ionic 8 5, Rebecca 8 7.: [5, 49, 175, 115]
- article-col1-10: [5, 609, 175, 636]
- article-body: The homeward San Francisco mails, dated Auckland, November 11th, were delivered yesterday.: [5, 287, 175, 304]
- article-col4-4: [426, 440, 558, 561]
